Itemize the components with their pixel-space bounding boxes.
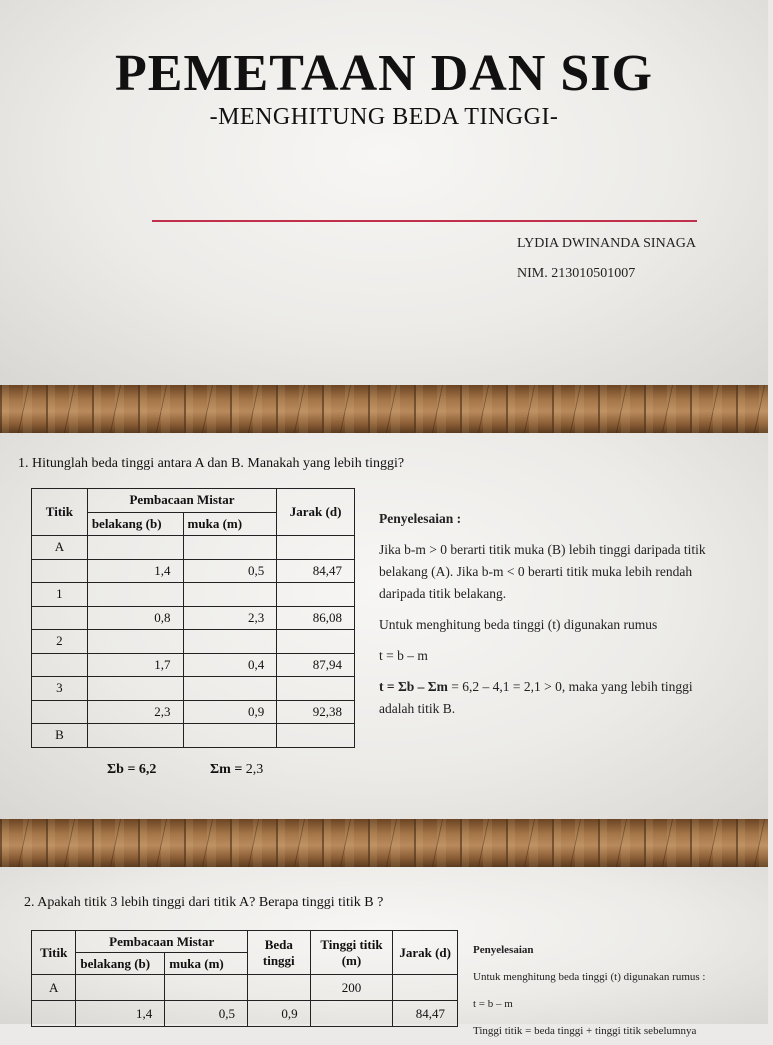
header-belakang: belakang (b) <box>87 512 183 536</box>
table-cell: 84,47 <box>393 1001 458 1027</box>
table-cell <box>87 583 183 607</box>
table-cell <box>32 653 88 677</box>
table-cell: 0,5 <box>165 1001 248 1027</box>
solution-2-p1: Untuk menghitung beda tinggi (t) digunakan rumus : <box>473 971 706 983</box>
table-cell <box>165 975 248 1001</box>
table-cell <box>277 724 355 748</box>
table-row <box>32 700 355 724</box>
table-cell: 1,4 <box>87 559 183 583</box>
solution-1-p1: Jika b-m > 0 berarti titik muka (B) lebih tinggi daripada titik belakang (A). Jika b-m < 0 berarti titik muka lebih rendah daripada titik belakang. <box>379 542 706 601</box>
data-table-1 <box>31 488 355 748</box>
header2-beda: Beda tinggi <box>248 931 311 975</box>
table-cell: 2,3 <box>87 700 183 724</box>
header2-muka: muka (m) <box>165 953 248 975</box>
table-cell <box>87 536 183 560</box>
header2-tinggi: Tinggi titik (m) <box>310 931 393 975</box>
table-cell: 2 <box>32 630 88 654</box>
sum-b: Σb = 6,2 <box>107 762 157 777</box>
solution-1 <box>379 508 719 729</box>
sum-m-value: 2,3 <box>245 762 264 777</box>
table-cell: 0,9 <box>248 1001 311 1027</box>
solution-1-p3: t = b – m <box>379 648 428 663</box>
table-cell <box>277 677 355 701</box>
table-cell: 84,47 <box>277 559 355 583</box>
slide-title: PEMETAAN DAN SIG <box>115 45 653 102</box>
data-table-2 <box>31 930 458 1027</box>
author-name: LYDIA DWINANDA SINAGA <box>517 236 697 251</box>
table-cell <box>87 724 183 748</box>
author-nim: NIM. 213010501007 <box>517 266 636 281</box>
table-row <box>32 724 355 748</box>
table-row <box>32 559 355 583</box>
table-cell: 200 <box>310 975 393 1001</box>
solution-2-p2: t = b – m <box>473 998 513 1010</box>
table-cell <box>277 630 355 654</box>
table-cell <box>277 583 355 607</box>
table-cell <box>183 677 277 701</box>
header-titik: Titik <box>32 489 88 536</box>
table-cell: 0,5 <box>183 559 277 583</box>
wood-floor-separator <box>0 385 768 433</box>
solution-2-p3: Tinggi titik = beda tinggi + tinggi titik sebelumnya <box>473 1025 697 1037</box>
solution-1-p2: Untuk menghitung beda tinggi (t) digunakan rumus <box>379 617 658 632</box>
table-row <box>32 583 355 607</box>
table-cell <box>183 536 277 560</box>
table-row <box>32 536 355 560</box>
wood-floor-separator-2 <box>0 819 768 867</box>
header-muka: muka (m) <box>183 512 277 536</box>
table-cell: 2,3 <box>183 606 277 630</box>
solution-1-p4 <box>379 676 719 720</box>
table-cell <box>87 677 183 701</box>
header-jarak: Jarak (d) <box>277 489 355 536</box>
title-divider <box>152 220 697 222</box>
table-cell <box>393 975 458 1001</box>
table-cell <box>87 630 183 654</box>
table-cell: 0,4 <box>183 653 277 677</box>
solution-1-heading: Penyelesaian : <box>379 511 462 526</box>
table-cell <box>183 583 277 607</box>
table-cell: 1 <box>32 583 88 607</box>
solution-2-heading: Penyelesaian <box>473 944 534 956</box>
table-cell <box>310 1001 393 1027</box>
table-row <box>32 1001 458 1027</box>
table-cell <box>183 630 277 654</box>
table-cell: 0,8 <box>87 606 183 630</box>
sum-m-label: Σm = <box>210 762 246 777</box>
table-cell <box>32 1001 76 1027</box>
table-cell: 1,4 <box>76 1001 165 1027</box>
question-1-text: 1. Hitunglah beda tinggi antara A dan B. Manakah yang lebih tinggi? <box>18 456 405 471</box>
table-row <box>32 975 458 1001</box>
question-2-text: 2. Apakah titik 3 lebih tinggi dari titik A? Berapa tinggi titik B ? <box>24 895 384 910</box>
header2-pembacaan: Pembacaan Mistar <box>76 931 248 953</box>
table-cell <box>183 724 277 748</box>
table-cell: 0,9 <box>183 700 277 724</box>
table-cell: A <box>32 975 76 1001</box>
table-cell: 86,08 <box>277 606 355 630</box>
table-row <box>32 630 355 654</box>
table-cell <box>76 975 165 1001</box>
table-cell <box>32 606 88 630</box>
slide-subtitle: -MENGHITUNG BEDA TINGGI- <box>209 104 559 130</box>
table-cell: A <box>32 536 88 560</box>
table-cell <box>248 975 311 1001</box>
solution-1-formula: t = Σb – Σm <box>379 679 448 694</box>
table-cell: 3 <box>32 677 88 701</box>
solution-2 <box>473 937 763 1045</box>
table-cell: 1,7 <box>87 653 183 677</box>
header-pembacaan: Pembacaan Mistar <box>87 489 276 513</box>
table-cell <box>277 536 355 560</box>
table-row <box>32 606 355 630</box>
table-cell: B <box>32 724 88 748</box>
table-row <box>32 653 355 677</box>
sum-m <box>210 762 263 778</box>
header2-belakang: belakang (b) <box>76 953 165 975</box>
solution-1-result: = 6,2 – 4,1 = 2,1 > 0, maka yang lebih tinggi adalah titik B. <box>379 679 693 716</box>
table-cell <box>32 559 88 583</box>
title-slide <box>0 0 768 385</box>
header2-jarak: Jarak (d) <box>393 931 458 975</box>
table-cell: 92,38 <box>277 700 355 724</box>
table-row <box>32 677 355 701</box>
table-cell <box>32 700 88 724</box>
header2-titik: Titik <box>32 931 76 975</box>
table-cell: 87,94 <box>277 653 355 677</box>
